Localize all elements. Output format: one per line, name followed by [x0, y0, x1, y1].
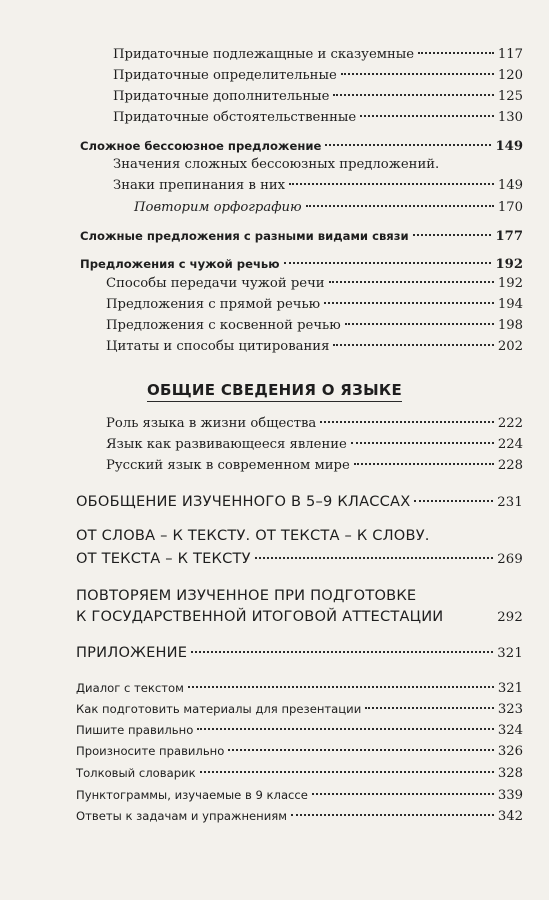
- dot-leader: [324, 302, 494, 304]
- toc-entry-page: 224: [497, 437, 523, 452]
- toc-entry[interactable]: [106, 318, 523, 333]
- dot-leader: [197, 728, 494, 730]
- toc-chapter-label: К ГОСУДАРСТВЕННОЙ ИТОГОВОЙ АТТЕСТАЦИИ: [76, 608, 444, 625]
- toc-entry-page: 342: [497, 809, 523, 824]
- toc-entry-page: 177: [495, 229, 523, 244]
- dot-leader: [306, 205, 494, 207]
- toc-entry[interactable]: [113, 47, 523, 62]
- dot-leader: [228, 749, 493, 751]
- section-heading[interactable]: [0, 381, 549, 399]
- dot-leader: [418, 52, 494, 54]
- toc-entry[interactable]: [113, 110, 523, 125]
- dot-leader: [333, 344, 493, 346]
- toc-entry-label: Придаточные определительные: [113, 68, 337, 83]
- toc-entry-page: 326: [497, 744, 523, 759]
- toc-chapter-line1[interactable]: ОТ СЛОВА – К ТЕКСТУ. ОТ ТЕКСТА – К СЛОВУ.: [76, 527, 430, 544]
- dot-leader: [191, 651, 493, 653]
- toc-section-label: Сложное бессоюзное предложение: [80, 139, 322, 153]
- toc-entry-label: Придаточные подлежащные и сказуемные: [113, 47, 415, 62]
- dot-leader: [291, 814, 494, 816]
- toc-entry-page: 228: [497, 458, 523, 473]
- toc-entry-page: 120: [497, 68, 523, 83]
- toc-section[interactable]: [80, 257, 523, 272]
- toc-chapter[interactable]: [76, 608, 523, 625]
- toc-entry-page: 324: [497, 723, 523, 738]
- dot-leader: [414, 500, 493, 502]
- dot-leader: [360, 115, 494, 117]
- toc-entry-label: Придаточные дополнительные: [113, 89, 330, 104]
- toc-entry[interactable]: [76, 744, 523, 759]
- dot-leader: [365, 707, 494, 709]
- toc-entry[interactable]: [106, 458, 523, 473]
- toc-entry[interactable]: [76, 766, 523, 781]
- dot-leader: [325, 144, 491, 146]
- toc-chapter[interactable]: [76, 550, 523, 567]
- dot-leader: [333, 94, 493, 96]
- dot-leader: [351, 442, 494, 444]
- toc-entry[interactable]: [106, 416, 523, 431]
- toc-entry-page: 328: [497, 766, 523, 781]
- toc-entry-label: Цитаты и способы цитирования: [106, 339, 330, 354]
- toc-entry-label: Пишите правильно: [76, 723, 194, 737]
- toc-chapter[interactable]: [76, 493, 523, 510]
- dot-leader: [255, 557, 494, 559]
- dot-leader: [284, 262, 492, 264]
- toc-entry-page: 269: [497, 552, 523, 567]
- toc-entry[interactable]: [113, 157, 523, 172]
- toc-section-label: Сложные предложения с разными видами связи: [80, 229, 409, 243]
- toc-entry[interactable]: [106, 437, 523, 452]
- toc-entry-page: 192: [497, 276, 523, 291]
- dot-leader: [345, 323, 494, 325]
- toc-chapter-label: ПРИЛОЖЕНИЕ: [76, 644, 188, 661]
- toc-entry-label: Повторим орфографию: [134, 200, 302, 215]
- toc-entry[interactable]: [76, 809, 523, 824]
- toc-entry-page: 321: [497, 681, 523, 696]
- dot-leader: [413, 234, 492, 236]
- toc-entry[interactable]: [134, 200, 523, 215]
- toc-entry[interactable]: [76, 788, 523, 803]
- toc-entry-label: Знаки препинания в них: [113, 178, 286, 193]
- dot-leader: [312, 793, 494, 795]
- toc-entry-label: Пунктограммы, изучаемые в 9 классе: [76, 788, 308, 802]
- dot-leader: [200, 771, 494, 773]
- toc-entry-page: 321: [497, 646, 523, 661]
- toc-section[interactable]: [80, 139, 523, 154]
- toc-entry-label: Русский язык в современном мире: [106, 458, 350, 473]
- toc-entry[interactable]: [106, 276, 523, 291]
- dot-leader: [188, 686, 494, 688]
- toc-entry-page: 125: [497, 89, 523, 104]
- toc-entry-label: Предложения с прямой речью: [106, 297, 321, 312]
- toc-entry-page: 339: [497, 788, 523, 803]
- dot-leader: [329, 281, 494, 283]
- toc-entry-page: 198: [497, 318, 523, 333]
- toc-entry[interactable]: [106, 297, 523, 312]
- section-heading-text: ОБЩИЕ СВЕДЕНИЯ О ЯЗЫКЕ: [147, 381, 402, 402]
- toc-chapter-label: ОБОБЩЕНИЕ ИЗУЧЕННОГО В 5–9 КЛАССАХ: [76, 493, 411, 510]
- toc-entry-page: 170: [497, 200, 523, 215]
- toc-entry-page: 222: [497, 416, 523, 431]
- toc-entry[interactable]: [76, 723, 523, 738]
- toc-entry-label: Язык как развивающееся явление: [106, 437, 347, 452]
- toc-entry-page: 323: [497, 702, 523, 717]
- toc-entry-label: Произносите правильно: [76, 744, 225, 758]
- toc-entry-page: 194: [497, 297, 523, 312]
- toc-entry[interactable]: [106, 339, 523, 354]
- toc-entry-label: Значения сложных бессоюзных предложений.: [113, 157, 440, 172]
- toc-entry[interactable]: [113, 178, 523, 193]
- toc-entry-label: Роль языка в жизни общества: [106, 416, 317, 431]
- toc-entry[interactable]: [113, 89, 523, 104]
- toc-entry[interactable]: [76, 702, 523, 717]
- toc-section[interactable]: [80, 229, 523, 244]
- dot-leader: [341, 73, 494, 75]
- toc-entry[interactable]: [113, 68, 523, 83]
- dot-leader: [354, 463, 494, 465]
- toc-entry-page: 202: [497, 339, 523, 354]
- toc-chapter-line1[interactable]: ПОВТОРЯЕМ ИЗУЧЕННОЕ ПРИ ПОДГОТОВКЕ: [76, 587, 417, 604]
- toc-entry-label: Ответы к задачам и упражнениям: [76, 809, 288, 823]
- toc-entry-page: 231: [497, 495, 523, 510]
- toc-entry-page: 149: [495, 139, 523, 154]
- toc-entry-label: Диалог с текстом: [76, 681, 184, 695]
- dot-leader: [320, 421, 494, 423]
- toc-entry[interactable]: [76, 681, 523, 696]
- dot-leader: [289, 183, 494, 185]
- toc-entry-page: 130: [497, 110, 523, 125]
- toc-entry-label: Способы передачи чужой речи: [106, 276, 325, 291]
- toc-entry-page: 292: [497, 610, 523, 625]
- toc-entry-page: 149: [497, 178, 523, 193]
- toc-section-label: Предложения с чужой речью: [80, 257, 280, 271]
- toc-entry-page: 192: [495, 257, 523, 272]
- toc-entry-label: Придаточные обстоятельственные: [113, 110, 357, 125]
- toc-chapter[interactable]: [76, 644, 523, 661]
- toc-entry-page: 117: [497, 47, 523, 62]
- toc-entry-label: Предложения с косвенной речью: [106, 318, 341, 333]
- toc-entry-label: Толковый словарик: [76, 766, 196, 780]
- toc-entry-label: Как подготовить материалы для презентации: [76, 702, 362, 716]
- toc-chapter-label: ОТ ТЕКСТА – К ТЕКСТУ: [76, 550, 251, 567]
